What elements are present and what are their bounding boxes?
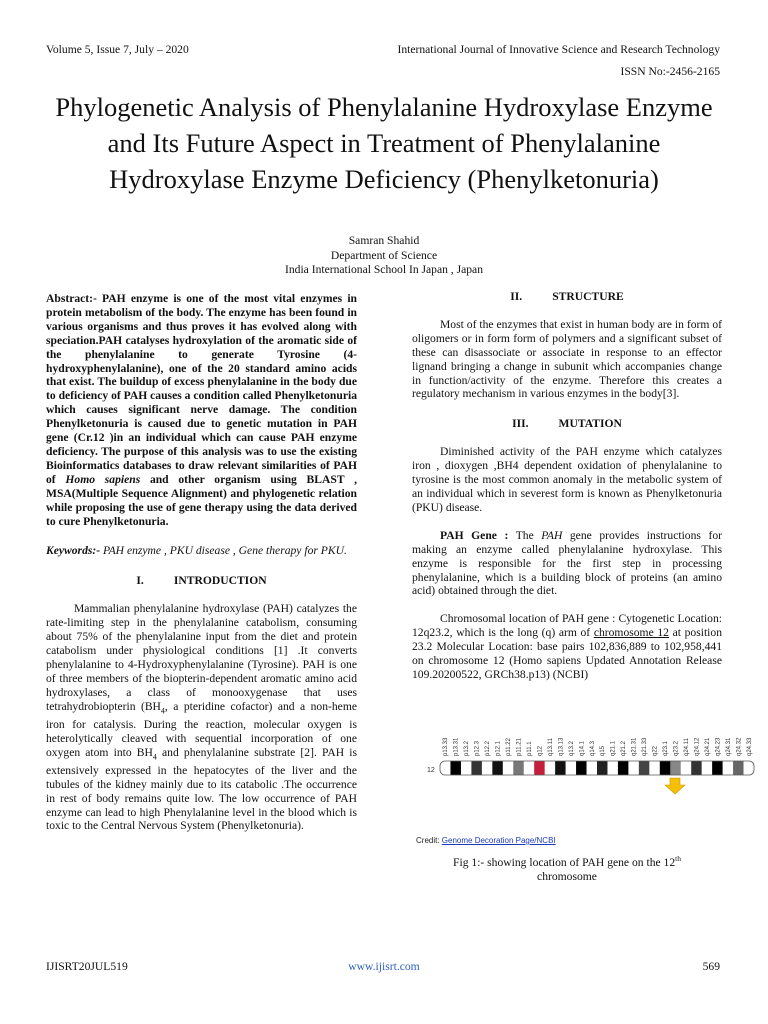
chromosome-band	[607, 761, 618, 775]
credit-link[interactable]: Genome Decoration Page/NCBI	[441, 836, 556, 845]
chromosome-band	[482, 761, 493, 775]
pah-gene-paragraph	[412, 529, 722, 599]
abstract-text-a: Abstract:- PAH enzyme is one of the most vital enzymes in protein metabolism of the body. The enzyme has been found in various organisms and thus proves it has evolved along with speciation.PAH catalyses hydroxylation of the aromatic side of the phenylalanine to generate Tyrosine (4-hydroxyphenylalanine), one of the 20 standard amino acids that exist. The buildup of excess phenylalanine in the body due to deficiency of PAH causes a condition called Phenylketonuria which causes significant nerve damage. The condition Phenylketonuria is caused due to genetic mutation in PAH gene (Cr.12 )in an individual which can cause PAH enzyme deficiency. The purpose of this analysis was to use the existing Bioinformatics databases to draw relevant similarities of PAH of	[46, 292, 357, 486]
chromosome-location-paragraph	[412, 612, 722, 682]
band-label: p12.3	[474, 740, 481, 756]
chromosome-band	[461, 761, 472, 775]
chromosome-band	[471, 761, 482, 775]
section-number: III.	[512, 417, 529, 431]
band-label: q24.12	[694, 737, 701, 756]
figure-credit	[416, 836, 556, 845]
chromosome-band	[587, 761, 598, 775]
chromosome-band	[639, 761, 650, 775]
band-label: q14.1	[579, 740, 586, 756]
chromosome-band	[702, 761, 713, 775]
caption-sup: th	[675, 854, 681, 863]
keywords-text: PAH enzyme , PKU disease , Gene therapy for PKU.	[100, 544, 347, 558]
keywords	[46, 544, 357, 558]
chromosome-link[interactable]: chromosome 12	[593, 626, 669, 640]
chromosome-band	[723, 761, 734, 775]
band-label: q21.33	[642, 737, 649, 756]
band-label: p11.1	[526, 741, 533, 756]
caption-text-a: Fig 1:- showing location of PAH gene on the 12	[453, 855, 676, 869]
band-label: q23.2	[673, 740, 680, 756]
volume-info: Volume 5, Issue 7, July – 2020	[46, 43, 189, 56]
band-label: q21.1	[610, 740, 617, 756]
chromosome-band	[618, 761, 629, 775]
subscript-4: 4	[160, 705, 165, 715]
chromosome-band	[450, 761, 461, 775]
band-label: p13.33	[443, 737, 450, 756]
chromosome-ideogram	[418, 728, 758, 838]
subscript-4: 4	[152, 751, 157, 761]
chromosome-band	[545, 761, 556, 775]
author-institution: India International School In Japan , Japan	[285, 263, 483, 277]
chromosome-number-label: 12	[427, 767, 435, 774]
band-label: q23.1	[663, 740, 670, 756]
chromosome-band	[597, 761, 608, 775]
chromosome-band	[524, 761, 535, 775]
structure-paragraph: Most of the enzymes that exist in human body are in form of oligomers or in form form of polymers and a significant subset of these can disassociate or associate in response to an effector lignand bringing a change in subunit which accompanies change in function/activity of the enzyme. Therefore this creates a regulatory mechanism in various enzymes in the body[3].	[412, 317, 722, 401]
band-label: q13.11	[547, 738, 554, 756]
chromosome-band	[628, 761, 639, 775]
chromosome-figure	[418, 728, 758, 848]
band-label: p12.1	[495, 740, 502, 756]
band-label: p11.21	[516, 738, 523, 756]
chromosome-band	[440, 761, 451, 775]
chromosome-band	[534, 761, 545, 775]
chromosome-band	[691, 761, 702, 775]
section-title: INTRODUCTION	[173, 574, 267, 588]
band-label: q24.11	[683, 738, 690, 756]
species-name: Homo sapiens	[65, 472, 141, 486]
figure-caption	[412, 852, 722, 884]
chromosome-band	[660, 761, 671, 775]
chromosome-band	[733, 761, 744, 775]
issn: ISSN No:-2456-2165	[620, 65, 720, 78]
chromosome-band	[670, 761, 681, 775]
band-label: q14.3	[589, 740, 596, 756]
paper-title: Phylogenetic Analysis of Phenylalanine Hydroxylase Enzyme and Its Future Aspect in Treatment of Phenylalanine Hydroxylase Enzyme Deficiency (Phenylketonuria)	[55, 92, 713, 194]
chromosome-band	[492, 761, 503, 775]
section-title: MUTATION	[558, 417, 622, 431]
chromosome-band	[681, 761, 692, 775]
section-number: II.	[510, 290, 523, 303]
band-label: q21.2	[621, 740, 628, 756]
band-label: p13.2	[464, 740, 471, 756]
author-block	[0, 234, 768, 278]
band-label: q24.32	[736, 737, 743, 756]
intro-text-b: , a pteridine cofactor) and a non-heme iron for catalysis. During the reaction, molecular oxygen is heterolytically cleaved with sequential incorporation of one oxygen atom into BH	[46, 699, 357, 759]
band-label: q24.33	[746, 737, 753, 756]
band-label: q21.31	[631, 737, 638, 756]
chromosome-band	[576, 761, 587, 775]
author-name: Samran Shahid	[348, 234, 420, 247]
gene-location-arrow-icon	[665, 778, 685, 794]
band-label: q13.13	[558, 737, 565, 756]
caption-text-b: chromosome	[537, 869, 597, 883]
chromosome-band	[503, 761, 514, 775]
section-number: I.	[136, 574, 144, 588]
band-label: q24.21	[704, 737, 711, 756]
band-label: q13.2	[568, 740, 575, 756]
section-heading-mutation	[412, 417, 722, 431]
band-label: q24.23	[715, 737, 722, 756]
chromosome-band	[555, 761, 566, 775]
mutation-paragraph: Diminished activity of the PAH enzyme which catalyzes iron , dioxygen ,BH4 dependent oxidation of phenylalanine to tyrosine is the most common anomaly in the metabolic system of an individual which in severest form is known as Phenylketonuria (PKU) disease.	[412, 445, 722, 514]
chromosome-band	[649, 761, 660, 775]
loc-text-b: at position 23.2 Molecular Location: base pairs 102,836,889 to 102,958,441 on chromosome 12 (Homo sapiens Updated Annotation Release 109.20200522, GRCh38.p13) (NCBI)	[412, 626, 722, 681]
band-label: p12.2	[485, 740, 492, 756]
abstract	[46, 292, 357, 528]
band-label: p11.22	[506, 738, 513, 756]
band-label: q15	[600, 745, 607, 756]
section-heading-structure	[412, 290, 722, 304]
page-number: 569	[702, 960, 720, 973]
section-heading-introduction	[46, 574, 357, 588]
band-label: q24.31	[725, 737, 732, 756]
chromosome-band	[513, 761, 524, 775]
abstract-text-b: and other organism using BLAST , MSA(Multiple Sequence Alignment) and phylogenetic relation while proposing the use of gene therapy using the data derived to cure Phenylketonuria.	[46, 472, 357, 528]
pah-text-post: gene provides instructions for making an enzyme called phenylalanine hydroxylase. This enzyme is responsible for the first step in processing phenylalanine, which is a building block of proteins (an amino acid) obtained through the diet.	[412, 528, 722, 598]
pah-italic: PAH	[541, 528, 563, 542]
paper-id: IJISRT20JUL519	[46, 960, 128, 973]
journal-name: International Journal of Innovative Science and Research Technology	[397, 43, 720, 56]
author-department: Department of Science	[330, 248, 438, 262]
left-column	[46, 292, 357, 833]
section-title: STRUCTURE	[552, 290, 624, 303]
right-column	[412, 290, 722, 682]
pah-gene-label: PAH Gene :	[440, 528, 509, 542]
band-label: q12	[537, 745, 544, 756]
band-label: p13.31	[453, 737, 460, 756]
loc-text-a: Chromosomal location of PAH gene : Cytogenetic Location: 12q23.2, which is the long (q) arm of	[412, 612, 722, 640]
credit-label: Credit:	[416, 836, 442, 845]
introduction-paragraph	[46, 602, 357, 833]
chromosome-band	[712, 761, 723, 775]
journal-website-link[interactable]: www.ijisrt.com	[348, 960, 420, 973]
band-label: q22	[652, 745, 659, 756]
intro-text-a: Mammalian phenylalanine hydroxylase (PAH) catalyzes the rate-limiting step in the phenylalanine catabolism, consuming about 75% of the phenylalanine input from the diet and protein catabolism under physiological conditions [1] .It converts phenylalanine to 4-Hydroxyphenylalanine (Tyrosine). PAH is one of three members of the biopterin-dependent aromatic amino acid hydroxylases, a class of monooxygenase that uses tetrahydrobiopterin (BH	[46, 602, 357, 713]
keywords-label: Keywords:-	[46, 544, 101, 558]
intro-text-c: and phenylalanine substrate [2]. PAH is extensively expressed in the hepatocytes of the liver and the tubules of the kidney mainly due to its catabolic .The occurrence in rest of body remains quite low. The low occurrence of PAH enzyme can lead to high Phenylalanine level in the blood which is toxic to the Central Nervous System (Phenylketonuria).	[46, 745, 357, 833]
chromosome-band	[566, 761, 577, 775]
pah-text-pre: The	[508, 528, 542, 542]
